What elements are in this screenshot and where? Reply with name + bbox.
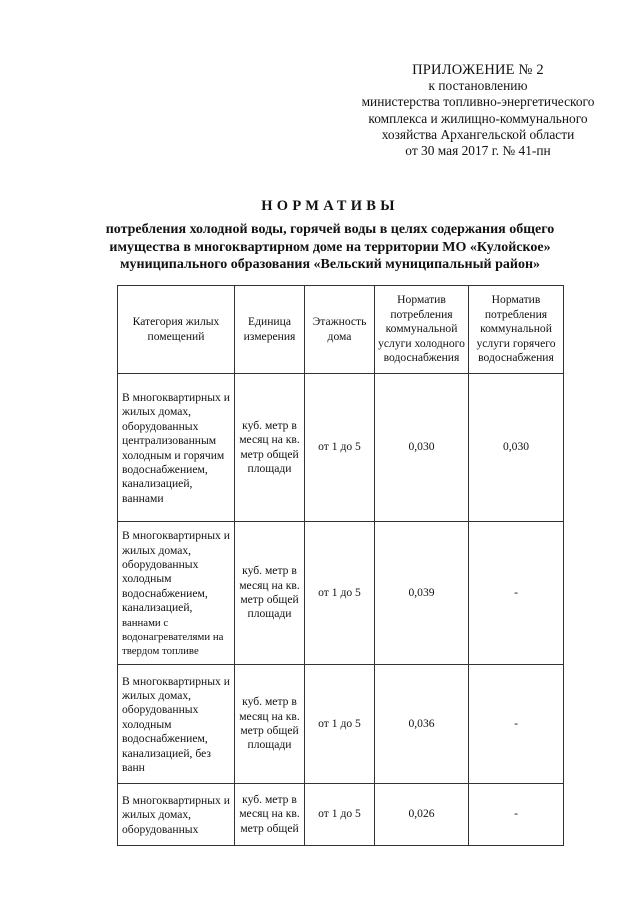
document-heading — [60, 198, 600, 274]
table-row — [118, 784, 564, 846]
header-unit: Единица измерения — [235, 286, 305, 374]
heading-line: муниципального образования «Вельский муниципальный район» — [119, 257, 541, 272]
header-floors: Этажность дома — [305, 286, 375, 374]
appendix-line: комплекса и жилищно-коммунального — [368, 110, 588, 126]
row-category: В многоквартирных и жилых домах, оборудованных холодным водоснабжением, канализацией, без ванн — [118, 665, 235, 784]
row-floors: от 1 до 5 — [305, 374, 375, 522]
row-cold-value: 0,030 — [375, 374, 469, 522]
row-hot-value: - — [469, 784, 564, 846]
heading-line: имущества в многоквартирном доме на территории МО «Кулойское» — [109, 239, 551, 255]
row-hot-value: - — [469, 522, 564, 665]
row-hot-value: 0,030 — [469, 374, 564, 522]
row-cold-value: 0,026 — [375, 784, 469, 846]
row-category: В многоквартирных и жилых домах, оборудованных — [118, 784, 235, 846]
row-unit: куб. метр в месяц на кв. метр общей площади — [235, 665, 305, 784]
row-cold-value: 0,039 — [375, 522, 469, 665]
table-row — [118, 522, 564, 665]
row-category-text: В многоквартирных и жилых домах, оборудованных холодным водоснабжением, канализацией, — [122, 529, 230, 615]
row-hot-value: - — [469, 665, 564, 784]
row-category — [118, 522, 235, 665]
row-floors: от 1 до 5 — [305, 522, 375, 665]
row-unit: куб. метр в месяц на кв. метр общей площади — [235, 374, 305, 522]
appendix-line: от 30 мая 2017 г. № 41-пн — [405, 143, 551, 159]
row-floors: от 1 до 5 — [305, 784, 375, 846]
table-header-row — [118, 286, 564, 374]
header-hot-water: Норматив потребления коммунальной услуги горячего водоснабжения — [469, 286, 564, 374]
row-category: В многоквартирных и жилых домах, оборудованных централизованным холодным и горячим водоснабжением, канализацией, ваннами — [118, 374, 235, 522]
row-floors: от 1 до 5 — [305, 665, 375, 784]
heading-title: НОРМАТИВЫ — [261, 198, 399, 214]
appendix-line: хозяйства Архангельской области — [381, 126, 575, 142]
table-row — [118, 374, 564, 522]
row-unit: куб. метр в месяц на кв. метр общей площади — [235, 522, 305, 665]
heading-line: потребления холодной воды, горячей воды в целях содержания общего — [105, 222, 555, 237]
norms-table — [117, 285, 564, 846]
row-category-text-small: ваннами с водонагревателями на твердом топливе — [122, 616, 224, 658]
appendix-line: министерства топливно-энергетического — [361, 94, 595, 110]
appendix-title: ПРИЛОЖЕНИЕ № 2 — [412, 62, 544, 78]
header-cold-water: Норматив потребления коммунальной услуги холодного водоснабжения — [375, 286, 469, 374]
appendix-line: к постановлению — [428, 78, 528, 94]
row-unit: куб. метр в месяц на кв. метр общей — [235, 784, 305, 846]
table-row — [118, 665, 564, 784]
row-cold-value: 0,036 — [375, 665, 469, 784]
appendix-block — [328, 62, 628, 159]
header-category: Категория жилых помещений — [118, 286, 235, 374]
